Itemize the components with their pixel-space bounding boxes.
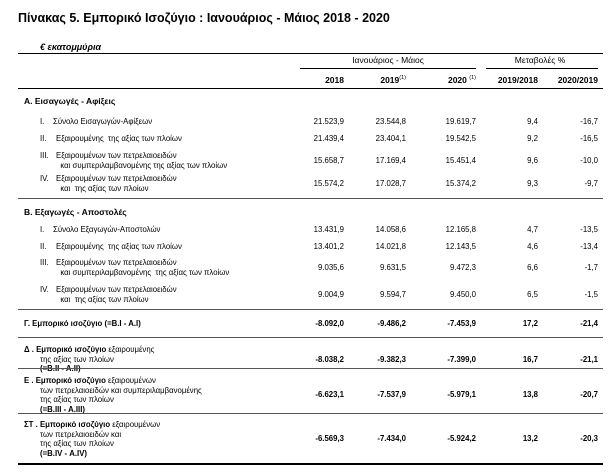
row-text: Εξαιρουμένων των πετρελαιοειδών και της αξίας των πλοίων — [56, 285, 177, 304]
balance-value-2019: -7.537,9 — [377, 390, 406, 400]
exports-value-2020: 12.165,8 — [445, 225, 476, 234]
exports-change-2020-2019: -1,5 — [584, 289, 598, 299]
imports-change-2020-2019: -16,5 — [580, 134, 598, 143]
balance-label-line — [24, 386, 202, 396]
exports-row-label — [40, 285, 290, 304]
exports-value-2020: 9.450,0 — [449, 289, 476, 299]
balance-label-line — [24, 345, 154, 355]
col-header-change-2019-2018: 2019/2018 — [497, 75, 538, 85]
balance-change-2019-2018: 17,2 — [522, 319, 538, 328]
row-text: Εξαιρουμένων των πετρελαιοειδών και συμπεριλαμβανομένης της αξίας των πλοίων — [56, 258, 230, 277]
balance-label-line — [24, 395, 202, 405]
imports-change-2019-2018: 9,4 — [527, 117, 538, 126]
imports-value-2019: 23.404,1 — [375, 134, 406, 143]
row-separator-1 — [18, 198, 603, 199]
imports-change-2019-2018: 9,2 — [527, 134, 538, 143]
balance-label-line — [24, 319, 141, 329]
exports-change-2020-2019: -1,7 — [584, 262, 598, 272]
row-numeral: II. — [40, 242, 47, 251]
col-header-2018: 2018 — [325, 75, 344, 85]
imports-value-2019: 23.544,8 — [375, 117, 406, 126]
balance-change-2019-2018: 16,7 — [522, 354, 538, 364]
exports-change-2019-2018: 6,5 — [527, 289, 538, 299]
exports-value-2018: 13.431,9 — [313, 225, 344, 234]
imports-value-2019: 17.028,7 — [375, 178, 406, 188]
exports-value-2019: 9.594,7 — [379, 289, 406, 299]
unit-label: € εκατομμύρια — [40, 42, 102, 52]
imports-row-label — [40, 174, 290, 193]
balance-label-bold: (=Β.ΙΙΙ - Α.ΙΙΙ) — [40, 404, 85, 414]
imports-change-2020-2019: -10,0 — [580, 155, 598, 165]
col-header-change-2020-2019: 2020/2019 — [557, 75, 598, 85]
row-numeral: IV. — [40, 174, 49, 183]
exports-change-2020-2019: -13,5 — [580, 225, 598, 234]
row-numeral: IV. — [40, 285, 49, 294]
balance-change-2019-2018: 13,8 — [522, 390, 538, 400]
row-text: Εξαιρουμένης της αξίας των πλοίων — [56, 134, 182, 143]
balance-label-line — [24, 376, 202, 386]
exports-value-2018: 9.004,9 — [317, 289, 344, 299]
exports-value-2019: 14.021,8 — [375, 242, 406, 251]
balance-value-2020: -7.453,9 — [447, 319, 476, 328]
group-underline-period — [300, 68, 476, 69]
exports-change-2019-2018: 4,6 — [527, 242, 538, 251]
balance-change-2020-2019: -21,4 — [580, 319, 598, 328]
balance-row-label — [24, 319, 141, 329]
imports-change-2020-2019: -16,7 — [580, 117, 598, 126]
balance-value-2020: -7.399,0 — [447, 354, 476, 364]
imports-value-2018: 15.574,2 — [313, 178, 344, 188]
balance-value-2019: -9.486,2 — [377, 319, 406, 328]
balance-label-line — [24, 449, 160, 459]
row-text: Εξαιρουμένων των πετρελαιοειδών και συμπεριλαμβανομένης της αξίας των πλοίων — [56, 151, 228, 170]
group-underline-change — [486, 68, 598, 69]
row-text: Σύνολο Εξαγωγών-Αποστολών — [53, 225, 161, 234]
row-text: Σύνολο Εισαγωγών-Αφίξεων — [53, 117, 153, 126]
imports-value-2020: 15.374,2 — [445, 178, 476, 188]
exports-change-2019-2018: 4,7 — [527, 225, 538, 234]
balance-label-text: εξαιρουμένων — [105, 376, 156, 385]
imports-row-label — [40, 117, 290, 127]
col-header-2020: 2020 $^{(1)}$ — [447, 75, 476, 85]
header-bottom-rule — [18, 88, 603, 89]
col-header-2019: 2019$^{(1)}$ — [380, 75, 406, 85]
balance-label-line — [24, 439, 160, 449]
imports-row-label — [40, 134, 290, 144]
imports-change-2020-2019: -9,7 — [584, 178, 598, 188]
exports-value-2019: 14.058,6 — [375, 225, 406, 234]
balance-change-2020-2019: -21,1 — [580, 354, 598, 364]
balance-label-text: της αξίας των πλοίων — [40, 395, 117, 404]
balance-row-label — [24, 345, 154, 374]
balance-change-2020-2019: -20,3 — [580, 434, 598, 444]
balance-value-2018: -8.092,0 — [315, 319, 344, 328]
row-separator-4 — [18, 368, 603, 369]
imports-change-2019-2018: 9,3 — [527, 178, 538, 188]
imports-value-2018: 21.523,9 — [313, 117, 344, 126]
exports-change-2020-2019: -13,4 — [580, 242, 598, 251]
exports-change-2019-2018: 6,6 — [527, 262, 538, 272]
exports-row-label — [40, 242, 290, 252]
imports-value-2018: 21.439,4 — [313, 134, 344, 143]
balance-label-bold: (=Β.ΙΙ - Α.ΙΙ) — [40, 364, 81, 373]
row-separator-5 — [18, 413, 603, 414]
imports-value-2019: 17.169,4 — [375, 155, 406, 165]
row-numeral: I. — [40, 117, 45, 126]
balance-value-2019: -7.434,0 — [377, 434, 406, 444]
balance-change-2019-2018: 13,2 — [522, 434, 538, 444]
balance-label-bold: ΣΤ . Εμπορικό ισοζύγιο — [24, 420, 111, 429]
imports-value-2020: 19.542,5 — [445, 134, 476, 143]
balance-label-bold: Γ. Εμπορικό ισοζύγιο (=Β.Ι - Α.Ι) — [24, 319, 141, 328]
balance-change-2020-2019: -20,7 — [580, 390, 598, 400]
row-numeral: II. — [40, 134, 47, 143]
balance-row-label — [24, 376, 202, 414]
balance-value-2018: -6.623,1 — [315, 390, 344, 400]
balance-value-2020: -5.924,2 — [447, 434, 476, 444]
balance-label-line — [24, 430, 160, 440]
balance-label-bold: (=Β.ΙV - Α.ΙV) — [40, 448, 88, 458]
balance-label-text: των πετρελαιοειδών και — [40, 429, 122, 439]
balance-value-2020: -5.979,1 — [447, 390, 476, 400]
balance-row-label — [24, 420, 160, 458]
exports-value-2019: 9.631,5 — [379, 262, 406, 272]
table-title: Πίνακας 5. Εμπορικό Ισοζύγιο : Ιανουάριος - Μάιος 2018 - 2020 — [18, 11, 390, 25]
balance-label-line — [24, 355, 154, 365]
row-text: Εξαιρουμένης της αξίας των πλοίων — [56, 242, 182, 251]
balance-label-bold: Δ . Εμπορικό ισοζύγιο — [24, 345, 107, 354]
balance-label-text: της αξίας των πλοίων — [40, 439, 117, 448]
imports-change-2019-2018: 9,6 — [527, 155, 538, 165]
imports-row-label — [40, 151, 290, 170]
group-header-change: Μεταβολές % — [514, 55, 566, 65]
row-text: Εξαιρουμένων των πετρελαιοειδών και της αξίας των πλοίων — [56, 174, 177, 193]
balance-label-bold: Ε . Εμπορικό ισοζύγιο — [24, 376, 106, 385]
balance-label-line — [24, 420, 160, 430]
row-numeral: III. — [40, 151, 49, 160]
imports-title: Α. Εισαγωγές - Αφίξεις — [24, 96, 116, 106]
balance-label-text: εξαιρουμένης — [106, 345, 155, 354]
balance-label-text: της αξίας των πλοίων — [40, 354, 117, 364]
row-separator-3 — [18, 337, 603, 338]
balance-value-2018: -6.569,3 — [315, 434, 344, 444]
exports-row-label — [40, 225, 290, 235]
imports-value-2018: 15.658,7 — [313, 155, 344, 165]
row-numeral: I. — [40, 225, 45, 234]
row-numeral: III. — [40, 258, 49, 267]
table-bottom-rule — [18, 463, 603, 465]
exports-value-2020: 12.143,5 — [445, 242, 476, 251]
balance-value-2019: -9.382,3 — [377, 354, 406, 364]
row-separator-2 — [18, 309, 603, 310]
exports-value-2020: 9.472,3 — [449, 262, 476, 272]
group-header-period: Ιανουάριος - Μάιος — [352, 55, 424, 65]
balance-label-text: των πετρελαιοειδών και συμπεριλαμβανομένης — [40, 385, 202, 395]
exports-value-2018: 9.035,6 — [317, 262, 344, 272]
header-top-rule — [18, 53, 603, 54]
exports-title: Β. Εξαγωγές - Αποστολές — [24, 207, 127, 217]
balance-label-text: εξαιρουμένων — [110, 420, 161, 429]
exports-row-label — [40, 258, 290, 277]
balance-value-2018: -8.038,2 — [315, 354, 344, 364]
imports-value-2020: 19.619,7 — [445, 117, 476, 126]
exports-value-2018: 13.401,2 — [313, 242, 344, 251]
imports-value-2020: 15.451,4 — [445, 155, 476, 165]
